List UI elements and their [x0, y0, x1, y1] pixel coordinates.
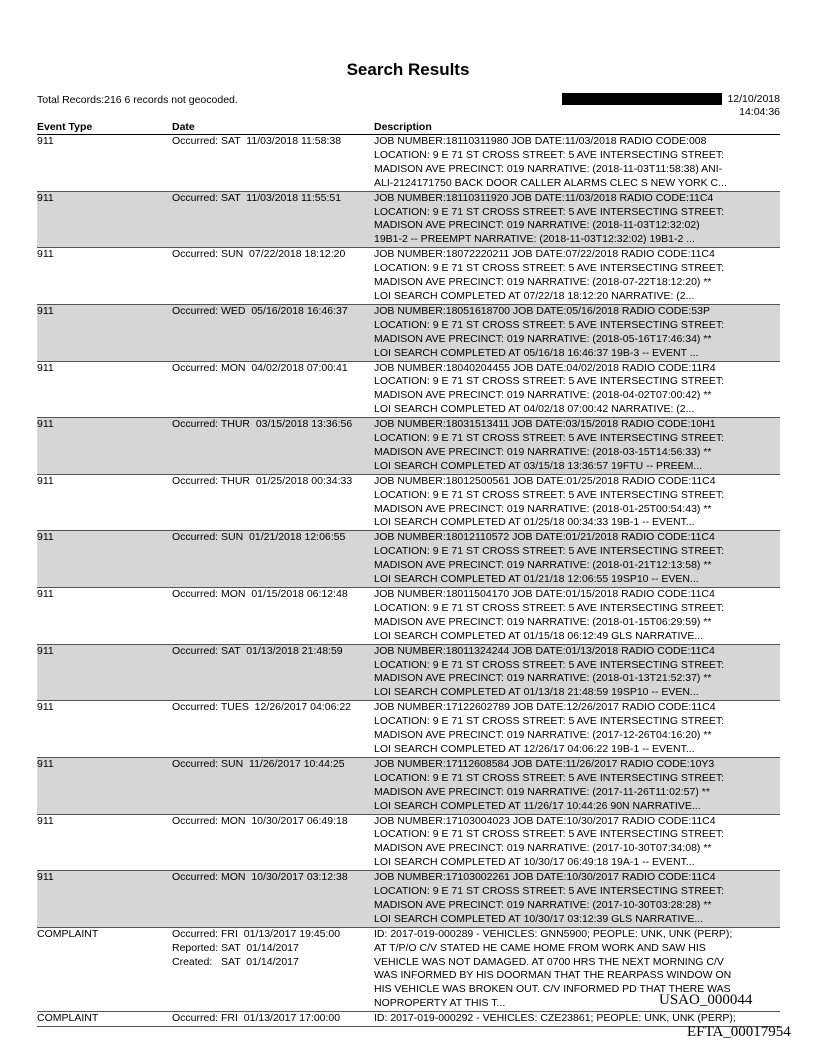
- description-line: ID: 2017-019-000292 - VEHICLES: CZE23861; PEOPLE: UNK, UNK (PERP);: [374, 1012, 736, 1025]
- date-line: Occurred: FRI 01/13/2017 19:45:00: [172, 927, 341, 940]
- description-line: LOCATION: 9 E 71 ST CROSS STREET: 5 AVE INTERSECTING STREET:: [374, 318, 725, 331]
- description-line: JOB NUMBER:18110311980 JOB DATE:11/03/2018 RADIO CODE:008: [374, 135, 707, 147]
- table-row: [37, 701, 780, 758]
- description-line: MADISON AVE PRECINCT: 019 NARRATIVE: (2018-11-03T12:32:02): [374, 219, 700, 232]
- description-line: LOI SEARCH COMPLETED AT 01/25/18 00:34:33 19B-1 -- EVENT...: [374, 516, 695, 529]
- description-line: MADISON AVE PRECINCT: 019 NARRATIVE: (2017-10-30T03:28:28) **: [374, 898, 712, 911]
- date-line: Occurred: SUN 11/26/2017 10:44:25: [172, 757, 345, 770]
- table-row: [37, 192, 780, 249]
- date-line: Occurred: MON 01/15/2018 06:12:48: [172, 588, 348, 600]
- table-row: [37, 758, 780, 815]
- description-line: VEHICLE WAS NOT DAMAGED. AT 0700 HRS THE NEXT MORNING C/V: [374, 955, 724, 968]
- date-line: Occurred: SUN 01/21/2018 12:06:55: [172, 531, 346, 544]
- event-type-cell: 911: [37, 588, 54, 600]
- description-line: JOB NUMBER:18011324244 JOB DATE:01/13/2018 RADIO CODE:11C4: [374, 644, 715, 657]
- description-line: JOB NUMBER:17103002261 JOB DATE:10/30/2017 RADIO CODE:11C4: [374, 871, 716, 884]
- description-cell: [374, 475, 780, 531]
- description-line: JOB NUMBER:18110311920 JOB DATE:11/03/2018 RADIO CODE:11C4: [374, 191, 714, 204]
- table-row: [37, 248, 780, 305]
- event-type-cell: 911: [37, 304, 54, 317]
- description-line: MADISON AVE PRECINCT: 019 NARRATIVE: (2017-12-26T04:16:20) **: [374, 729, 712, 742]
- description-line: LOCATION: 9 E 71 ST CROSS STREET: 5 AVE INTERSECTING STREET:: [374, 715, 725, 728]
- date-cell: [172, 305, 348, 319]
- description-line: LOCATION: 9 E 71 ST CROSS STREET: 5 AVE INTERSECTING STREET:: [374, 488, 725, 501]
- description-line: LOI SEARCH COMPLETED AT 11/26/17 10:44:26 90N NARRATIVE...: [374, 799, 701, 812]
- description-cell: [374, 248, 780, 304]
- description-line: LOCATION: 9 E 71 ST CROSS STREET: 5 AVE INTERSECTING STREET:: [374, 205, 725, 218]
- date-line: Occurred: MON 04/02/2018 07:00:41: [172, 361, 348, 374]
- date-line: Occurred: THUR 03/15/2018 13:36:56: [172, 418, 353, 431]
- event-type-cell: 911: [37, 701, 54, 714]
- table-row: [37, 418, 780, 475]
- description-line: MADISON AVE PRECINCT: 019 NARRATIVE: (2018-01-15T06:29:59) **: [374, 615, 712, 628]
- description-line: JOB NUMBER:18051618700 JOB DATE:05/16/2018 RADIO CODE:53P: [374, 304, 710, 317]
- description-line: LOCATION: 9 E 71 ST CROSS STREET: 5 AVE INTERSECTING STREET:: [374, 885, 725, 898]
- event-type-cell: 911: [37, 191, 54, 204]
- date-cell: [172, 475, 352, 489]
- description-line: ALI-2124171750 BACK DOOR CALLER ALARMS CLEC S NEW YORK C...: [374, 176, 727, 189]
- description-line: JOB NUMBER:18040204455 JOB DATE:04/02/2018 RADIO CODE:11R4: [374, 361, 716, 374]
- description-cell: [374, 305, 780, 361]
- description-line: JOB NUMBER:18012500561 JOB DATE:01/25/2018 RADIO CODE:11C4: [374, 474, 716, 487]
- efta-number: EFTA_00017954: [687, 1024, 791, 1040]
- description-line: LOI SEARCH COMPLETED AT 10/30/17 03:12:39 GLS NARRATIVE...: [374, 912, 704, 925]
- date-cell: [172, 645, 343, 659]
- event-type-cell: 911: [37, 871, 54, 884]
- date-cell: [172, 362, 348, 376]
- event-type-cell: 911: [37, 757, 54, 770]
- date-line: Occurred: SAT 01/13/2018 21:48:59: [172, 644, 343, 657]
- description-cell: [374, 362, 780, 418]
- table-row: [37, 871, 780, 928]
- description-cell: [374, 588, 780, 644]
- description-line: JOB NUMBER:17122602789 JOB DATE:12/26/2017 RADIO CODE:11C4: [374, 701, 716, 714]
- description-line: ID: 2017-019-000289 - VEHICLES: GNN5900; PEOPLE: UNK, UNK (PERP);: [374, 927, 733, 940]
- description-cell: [374, 135, 780, 191]
- date-cell: [172, 701, 351, 715]
- description-line: 19B1-2 -- PREEMPT NARRATIVE: (2018-11-03T12:32:02) 19B1-2 ...: [374, 233, 695, 246]
- date-line: Created: SAT 01/14/2017: [172, 955, 299, 968]
- date-cell: [172, 1012, 340, 1026]
- date-cell: [172, 758, 345, 772]
- description-line: MADISON AVE PRECINCT: 019 NARRATIVE: (2017-10-30T07:34:08) **: [374, 842, 712, 855]
- description-line: JOB NUMBER:18011504170 JOB DATE:01/15/2018 RADIO CODE:11C4: [374, 588, 715, 600]
- event-type-cell: 911: [37, 248, 54, 261]
- description-line: LOCATION: 9 E 71 ST CROSS STREET: 5 AVE INTERSECTING STREET:: [374, 148, 725, 161]
- date-cell: [172, 418, 352, 432]
- description-line: LOCATION: 9 E 71 ST CROSS STREET: 5 AVE INTERSECTING STREET:: [374, 432, 725, 445]
- description-cell: [374, 871, 780, 927]
- report-time: 14:04:36: [739, 106, 780, 118]
- description-line: JOB NUMBER:17112608584 JOB DATE:11/26/2017 RADIO CODE:10Y3: [374, 757, 715, 770]
- date-line: Reported: SAT 01/14/2017: [172, 941, 299, 954]
- date-cell: [172, 871, 348, 885]
- date-line: Occurred: FRI 01/13/2017 17:00:00: [172, 1012, 341, 1025]
- description-line: JOB NUMBER:18031513411 JOB DATE:03/15/2018 RADIO CODE:10H1: [374, 418, 716, 431]
- col-date: Date: [172, 121, 195, 133]
- description-cell: [374, 418, 780, 474]
- description-line: MADISON AVE PRECINCT: 019 NARRATIVE: (2018-01-25T00:54:43) **: [374, 502, 712, 515]
- description-line: LOCATION: 9 E 71 ST CROSS STREET: 5 AVE INTERSECTING STREET:: [374, 828, 725, 841]
- table-row: [37, 531, 780, 588]
- date-line: Occurred: SAT 11/03/2018 11:58:38: [172, 135, 342, 147]
- description-line: MADISON AVE PRECINCT: 019 NARRATIVE: (2018-03-15T14:56:33) **: [374, 445, 712, 458]
- col-description: Description: [374, 121, 432, 133]
- date-cell: [172, 192, 341, 206]
- description-line: LOCATION: 9 E 71 ST CROSS STREET: 5 AVE INTERSECTING STREET:: [374, 658, 725, 671]
- date-cell: [172, 531, 345, 545]
- date-cell: [172, 135, 341, 149]
- table-row: [37, 645, 780, 702]
- event-type-cell: 911: [37, 361, 54, 374]
- date-cell: [172, 588, 348, 602]
- date-cell: [172, 815, 348, 829]
- table-row: [37, 362, 780, 419]
- event-type-cell: 911: [37, 135, 54, 147]
- description-line: AT T/P/O C/V STATED HE CAME HOME FROM WORK AND SAW HIS: [374, 941, 706, 954]
- description-line: WAS INFORMED BY HIS DOORMAN THAT THE REARPASS WINDOW ON: [374, 969, 732, 982]
- bates-number: USAO_000044: [659, 992, 753, 1008]
- table-row: [37, 815, 780, 872]
- event-type-cell: 911: [37, 474, 54, 487]
- description-line: JOB NUMBER:17103004023 JOB DATE:10/30/2017 RADIO CODE:11C4: [374, 814, 716, 827]
- date-line: Occurred: TUES 12/26/2017 04:06:22: [172, 701, 352, 714]
- results-table: [37, 135, 780, 1027]
- description-line: LOI SEARCH COMPLETED AT 12/26/17 04:06:22 19B-1 -- EVENT...: [374, 742, 695, 755]
- table-header: [37, 121, 780, 135]
- description-cell: [374, 701, 780, 757]
- table-row: [37, 135, 780, 192]
- event-type-cell: 911: [37, 418, 54, 431]
- description-line: JOB NUMBER:18012110572 JOB DATE:01/21/2018 RADIO CODE:11C4: [374, 531, 715, 544]
- description-line: MADISON AVE PRECINCT: 019 NARRATIVE: (2017-11-26T11:02:57) **: [374, 785, 710, 798]
- description-line: JOB NUMBER:18072220211 JOB DATE:07/22/2018 RADIO CODE:11C4: [374, 248, 715, 261]
- description-line: LOCATION: 9 E 71 ST CROSS STREET: 5 AVE INTERSECTING STREET:: [374, 545, 725, 558]
- date-cell: [172, 248, 345, 262]
- description-line: LOI SEARCH COMPLETED AT 04/02/18 07:00:42 NARRATIVE: (2...: [374, 403, 695, 416]
- description-cell: [374, 192, 780, 248]
- event-type-cell: 911: [37, 644, 54, 657]
- description-line: MADISON AVE PRECINCT: 019 NARRATIVE: (2018-07-22T18:12:20) **: [374, 276, 712, 289]
- date-line: Occurred: SUN 07/22/2018 18:12:20: [172, 248, 346, 261]
- description-line: HIS VEHICLE WAS BROKEN OUT. C/V INFORMED PD THAT THERE WAS: [374, 983, 731, 996]
- date-line: Occurred: SAT 11/03/2018 11:55:51: [172, 191, 342, 204]
- col-event-type: Event Type: [37, 121, 93, 133]
- event-type-cell: 911: [37, 531, 54, 544]
- description-line: NOPROPERTY AT THIS T...: [374, 997, 506, 1010]
- date-line: Occurred: WED 05/16/2018 16:46:37: [172, 304, 348, 317]
- description-line: LOCATION: 9 E 71 ST CROSS STREET: 5 AVE INTERSECTING STREET:: [374, 262, 725, 275]
- description-cell: [374, 815, 780, 871]
- description-line: LOI SEARCH COMPLETED AT 05/16/18 16:46:37 19B-3 -- EVENT ...: [374, 346, 699, 359]
- description-line: LOI SEARCH COMPLETED AT 01/15/18 06:12:49 GLS NARRATIVE...: [374, 629, 704, 642]
- date-line: Occurred: MON 10/30/2017 06:49:18: [172, 814, 348, 827]
- description-line: MADISON AVE PRECINCT: 019 NARRATIVE: (2018-01-13T21:52:37) **: [374, 672, 712, 685]
- event-type-cell: COMPLAINT: [37, 927, 99, 940]
- page-title: Search Results: [346, 60, 470, 79]
- description-cell: [374, 758, 780, 814]
- description-cell: [374, 645, 780, 701]
- description-line: LOI SEARCH COMPLETED AT 07/22/18 18:12:20 NARRATIVE: (2...: [374, 289, 695, 302]
- description-line: MADISON AVE PRECINCT: 019 NARRATIVE: (2018-04-02T07:00:42) **: [374, 389, 712, 402]
- description-line: LOI SEARCH COMPLETED AT 03/15/18 13:36:57 19FTU -- PREEM...: [374, 459, 703, 472]
- date-line: Occurred: MON 10/30/2017 03:12:38: [172, 871, 348, 884]
- event-type-cell: COMPLAINT: [37, 1012, 99, 1025]
- table-row: [37, 588, 780, 645]
- table-row: [37, 305, 780, 362]
- description-line: LOI SEARCH COMPLETED AT 01/13/18 21:48:59 19SP10 -- EVEN...: [374, 686, 699, 699]
- description-line: LOI SEARCH COMPLETED AT 10/30/17 06:49:18 19A-1 -- EVENT...: [374, 856, 695, 869]
- description-line: LOCATION: 9 E 71 ST CROSS STREET: 5 AVE INTERSECTING STREET:: [374, 601, 725, 614]
- date-cell: [172, 928, 340, 970]
- table-row: [37, 1012, 780, 1027]
- description-line: MADISON AVE PRECINCT: 019 NARRATIVE: (2018-05-16T17:46:34) **: [374, 332, 712, 345]
- redaction-bar: [562, 93, 722, 105]
- event-type-cell: 911: [37, 814, 54, 827]
- description-line: MADISON AVE PRECINCT: 019 NARRATIVE: (2018-01-21T12:13:58) **: [374, 559, 712, 572]
- description-line: MADISON AVE PRECINCT: 019 NARRATIVE: (2018-11-03T11:58:38) ANI-: [374, 162, 723, 175]
- description-line: LOI SEARCH COMPLETED AT 01/21/18 12:06:55 19SP10 -- EVEN...: [374, 573, 699, 586]
- description-cell: [374, 531, 780, 587]
- report-date: 12/10/2018: [727, 93, 780, 105]
- total-records: Total Records:216 6 records not geocoded.: [37, 94, 238, 106]
- description-line: LOCATION: 9 E 71 ST CROSS STREET: 5 AVE INTERSECTING STREET:: [374, 771, 725, 784]
- date-line: Occurred: THUR 01/25/2018 00:34:33: [172, 474, 353, 487]
- table-row: [37, 475, 780, 532]
- description-line: LOCATION: 9 E 71 ST CROSS STREET: 5 AVE INTERSECTING STREET:: [374, 375, 725, 388]
